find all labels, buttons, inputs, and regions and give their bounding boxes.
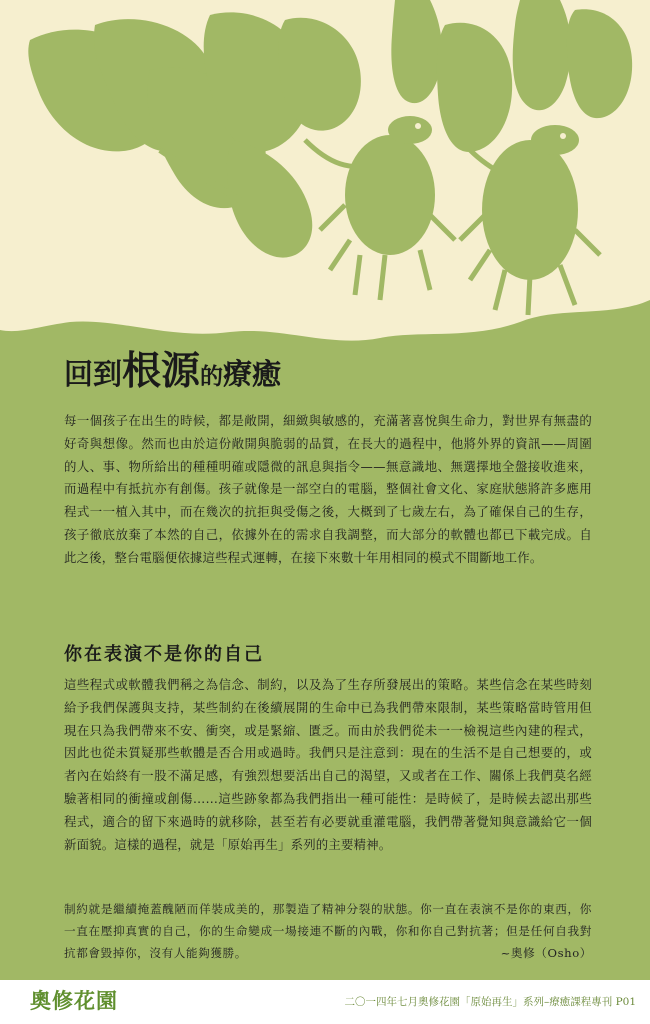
- title-part-1: 回到: [64, 357, 123, 391]
- leaves-beetles-illustration: [0, 0, 650, 350]
- quote-text: 制約就是繼續掩蓋醜陋而佯裝成美的，那製造了精神分裂的狀態。你一直在表演不是你的東西，你一直在壓抑真實的自己，你的生命變成一場接連不斷的內戰，你和你自己對抗著；但是任何自我對抗都會毀掉你，沒有人能夠獲勝。: [64, 902, 592, 960]
- quote-attribution: ~奧修（Osho）: [500, 946, 592, 960]
- osho-garden-logo: 奧修花園: [30, 988, 118, 1013]
- title-part-3: 的: [200, 363, 224, 390]
- intro-paragraph: 每一個孩子在出生的時候，都是敞開，細緻與敏感的，充滿著喜悅與生命力，對世界有無盡的好奇與想像。然而也由於這份敞開與脆弱的品質，在長大的過程中，他將外界的資訊——周圍的人、事、物所給出的種種明確或隱微的訊息與指令——無意識地、無選擇地全盤接收進來，而過程中有抵抗亦有創傷。孩子就像是一部空白的電腦，整個社會文化、家庭狀態將許多應用程式一一植入其中，而在幾次的抗拒與受傷之後，大概到了七歲左右，為了確保自己的生存，孩子徹底放棄了本然的自己，依據外在的需求自我調整，而大部分的軟體也都已下載完成。自此之後，整台電腦便依據這些程式運轉，在接下來數十年用相同的模式不間斷地工作。: [64, 413, 592, 565]
- footer-caption: 二〇一四年七月奧修花園「原始再生」系列–療癒課程專刊 P01: [344, 996, 636, 1008]
- title-part-4: 療癒: [223, 357, 282, 391]
- footer: [0, 980, 650, 1024]
- body-paragraph: 這些程式或軟體我們稱之為信念、制約，以及為了生存所發展出的策略。某些信念在某些時刻給予我們保護與支持，某些制約在後續展開的生命中已為我們帶來限制，某些策略當時管用但現在只為我們帶來不安、衝突，或是緊縮、匱乏。而由於我們從未一一檢視這些內建的程式，因此也從未質疑那些軟體是否合用或過時。我們只是注意到：現在的生活不是自己想要的，或者內在始終有一股不滿足感，有強烈想要活出自己的渴望，又或者在工作、關係上我們莫名經驗著相同的衝撞或創傷……這些跡象都為我們指出一種可能性：是時候了，是時候去認出那些程式，適合的留下來過時的就移除，甚至若有必要就重灌電腦，我們帶著覺知與意識給它一個新面貌。這樣的過程，就是「原始再生」系列的主要精神。: [64, 677, 592, 852]
- article-title: [64, 348, 282, 394]
- title-part-2: 根源: [122, 348, 201, 394]
- osho-quote: [64, 898, 592, 964]
- section-subtitle: 你在表演不是你的自己: [64, 644, 264, 665]
